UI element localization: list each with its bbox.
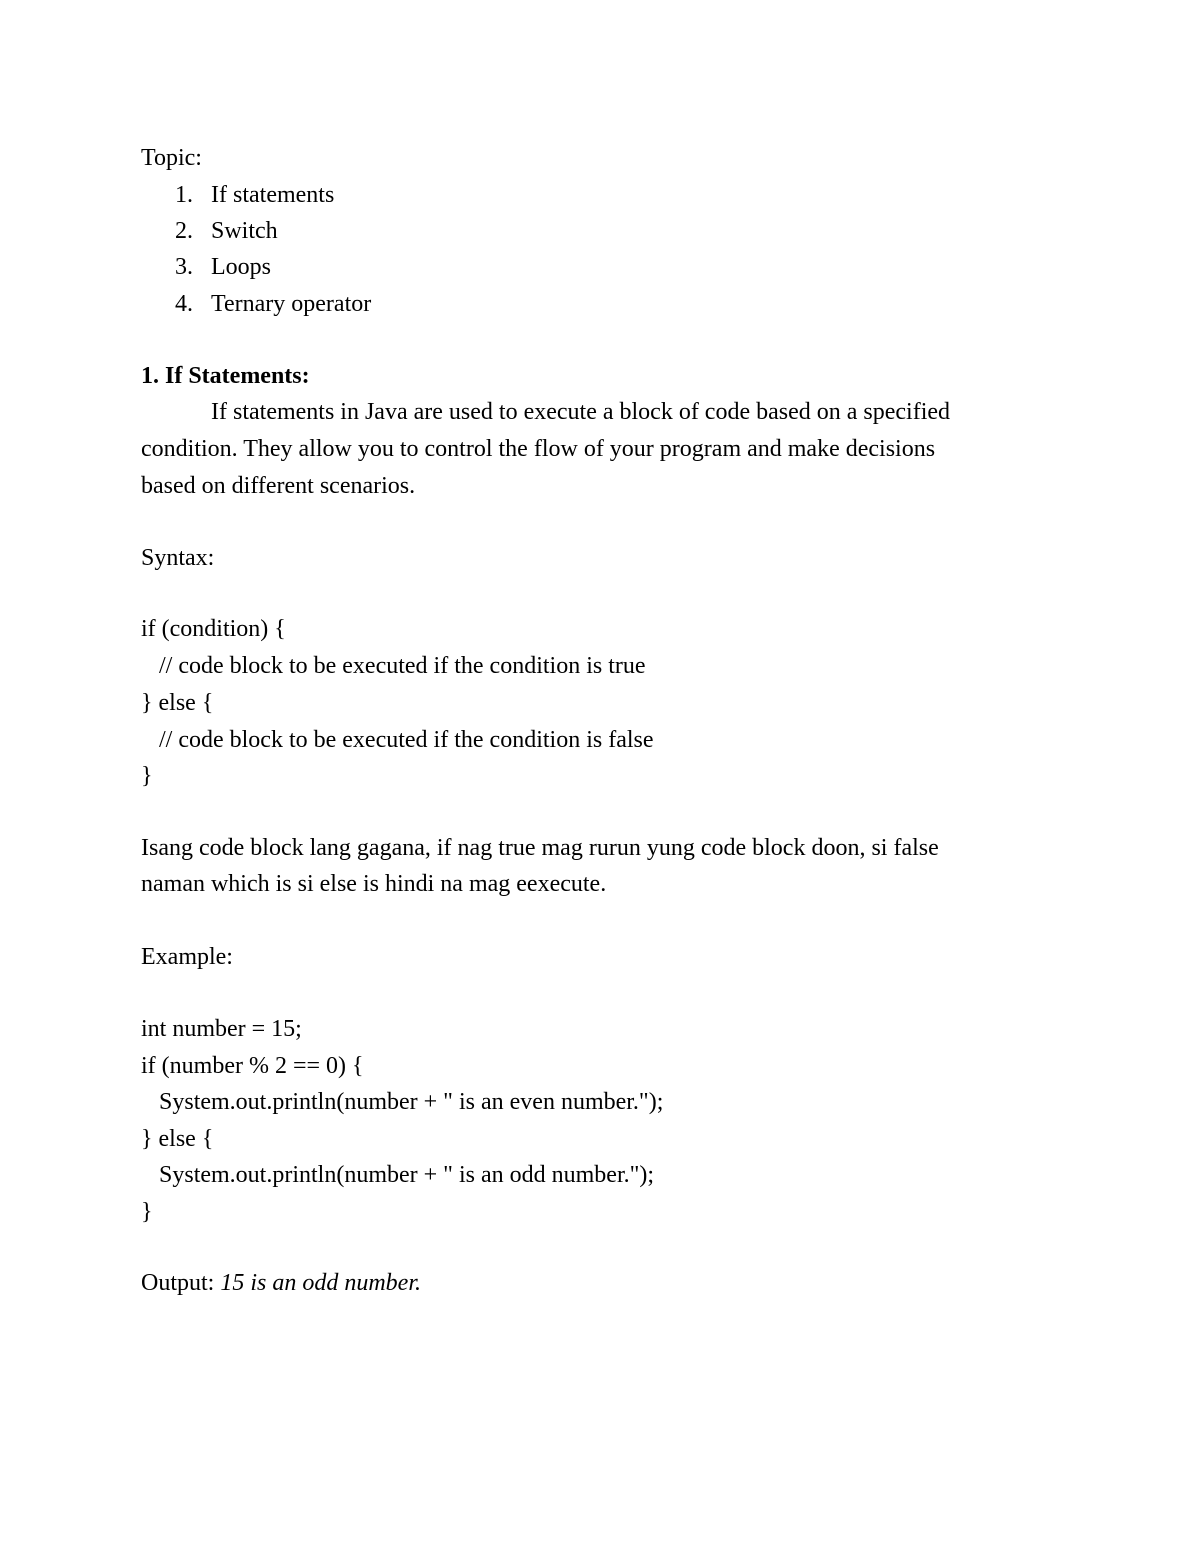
code-line: // code block to be executed if the condition is false [141,727,654,753]
code-line: if (condition) { [141,616,286,642]
code-line: // code block to be executed if the condition is true [141,653,646,679]
paragraph-line: If statements in Java are used to execute a block of code based on a specified [211,399,951,425]
topic-number: 1. [175,182,193,208]
syntax-label: Syntax: [141,545,215,571]
note-line: Isang code block lang gagana, if nag true mag rurun yung code block doon, si false [141,835,939,861]
code-line: System.out.println(number + " is an even number."); [141,1089,664,1115]
code-line: } else { [141,1126,214,1152]
code-line: int number = 15; [141,1016,302,1042]
code-line: if (number % 2 == 0) { [141,1053,364,1079]
topic-text: Loops [211,254,271,280]
topic-number: 4. [175,291,193,317]
paragraph-line: based on different scenarios. [141,473,416,499]
output-line [141,1268,421,1298]
topic-label: Topic: [141,145,202,171]
code-line: } else { [141,690,214,716]
paragraph-line: condition. They allow you to control the flow of your program and make decisions [141,436,936,462]
output-value: 15 is an odd number. [220,1270,422,1296]
section-heading: 1. If Statements: [141,363,310,389]
example-label: Example: [141,944,233,970]
output-label: Output: [141,1270,215,1296]
code-line: } [141,763,153,789]
topic-text: Ternary operator [211,291,372,317]
topic-text: Switch [211,218,278,244]
topic-text: If statements [211,182,335,208]
topic-number: 3. [175,254,193,280]
code-line: } [141,1199,153,1225]
topic-number: 2. [175,218,193,244]
note-line: naman which is si else is hindi na mag eexecute. [141,871,607,897]
code-line: System.out.println(number + " is an odd number."); [141,1162,655,1188]
